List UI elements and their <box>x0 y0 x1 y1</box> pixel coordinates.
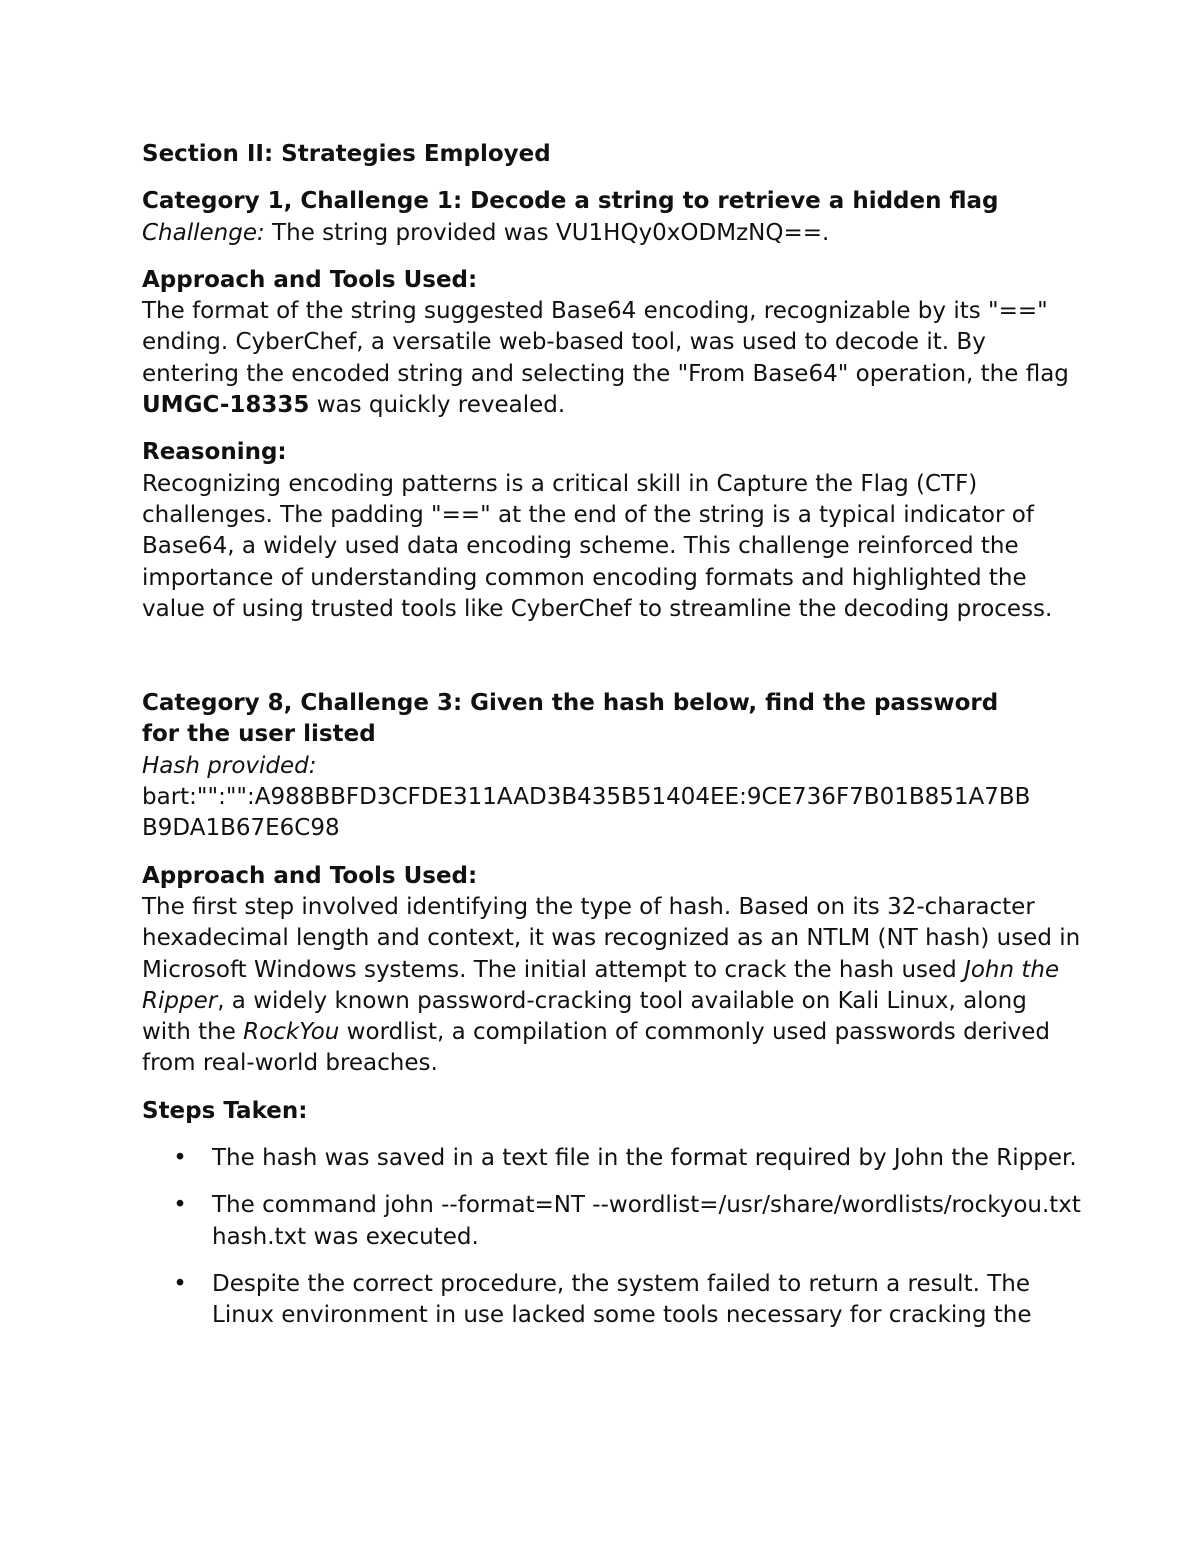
category-8-heading-line: for the user listed <box>142 721 376 748</box>
hash-label: Hash provided: <box>142 752 317 779</box>
steps-list <box>142 1143 1082 1331</box>
approach-text-part: wordlist, a compilation of commonly used passwords derived from real-world breaches. <box>142 1019 1051 1077</box>
steps-heading: Steps Taken: <box>142 1097 308 1124</box>
bullet-icon: • <box>173 1192 187 1219</box>
category-8-heading-line: Category 8, Challenge 3: Given the hash below, find the password <box>142 690 999 717</box>
bullet-icon: • <box>173 1145 187 1172</box>
category-1-reasoning-heading: Reasoning: <box>142 439 287 466</box>
list-item <box>142 1190 1082 1253</box>
approach-text-part: was quickly revealed. <box>309 392 566 419</box>
category-1-challenge <box>142 218 1082 249</box>
step-text: Despite the correct procedure, the system failed to return a result. The Linux environment in use lacked some tools necessary for cracking the <box>212 1270 1032 1329</box>
category-8-heading <box>142 688 1082 751</box>
step-text: The hash was saved in a text file in the format required by John the Ripper. <box>212 1145 1077 1172</box>
hash-value <box>142 782 1082 845</box>
wordlist-name: RockYou <box>243 1019 340 1046</box>
approach-text-part: , a widely known password-cracking tool available on Kali Linux, along with the <box>142 987 1027 1046</box>
category-8-approach-text <box>142 892 1082 1080</box>
category-1-approach-heading: Approach and Tools Used: <box>142 266 478 293</box>
hash-line: bart:"":"":A988BBFD3CFDE311AAD3B435B51404EE:9CE736F7B01B851A7BB <box>142 784 1031 811</box>
flag-value: UMGC-18335 <box>142 392 310 419</box>
bullet-icon: • <box>173 1270 187 1297</box>
approach-text-part: The first step involved identifying the type of hash. Based on its 32-character hexadecimal length and context, it was recognized as an NTLM (NT hash) used in Microsoft Windows systems. The initial attempt to crack the hash used <box>142 893 1081 983</box>
approach-text-part: The format of the string suggested Base64 encoding, recognizable by its "==" ending. CyberChef, a versatile web-based tool, was used to decode it. By entering the encoded string and selecting the "From Base64" operation, the flag <box>142 298 1069 387</box>
section-title: Section II: Strategies Employed <box>142 141 551 167</box>
challenge-label: Challenge: <box>142 219 265 246</box>
list-item <box>142 1143 1082 1174</box>
document-content <box>142 139 1082 1348</box>
category-1-heading: Category 1, Challenge 1: Decode a string to retrieve a hidden flag <box>142 188 999 215</box>
challenge-text: The string provided was VU1HQy0xODMzNQ==. <box>264 219 830 246</box>
step-text: The command john --format=NT --wordlist=/usr/share/wordlists/rockyou.txt hash.txt was executed. <box>212 1192 1081 1250</box>
category-8-approach-heading: Approach and Tools Used: <box>142 862 478 889</box>
hash-line: B9DA1B67E6C98 <box>142 815 340 842</box>
tool-name: John the Ripper <box>142 956 1060 1014</box>
category-1-approach-text <box>142 296 1082 421</box>
list-item <box>142 1269 1082 1332</box>
category-1-reasoning-text: Recognizing encoding patterns is a critical skill in Capture the Flag (CTF) challenges. The padding "==" at the end of the string is a typical indicator of Base64, a widely used data encoding scheme. This challenge reinforced the importance of understanding common encoding formats and highlighted the value of using trusted tools like CyberChef to streamline the decoding process. <box>142 470 1053 622</box>
